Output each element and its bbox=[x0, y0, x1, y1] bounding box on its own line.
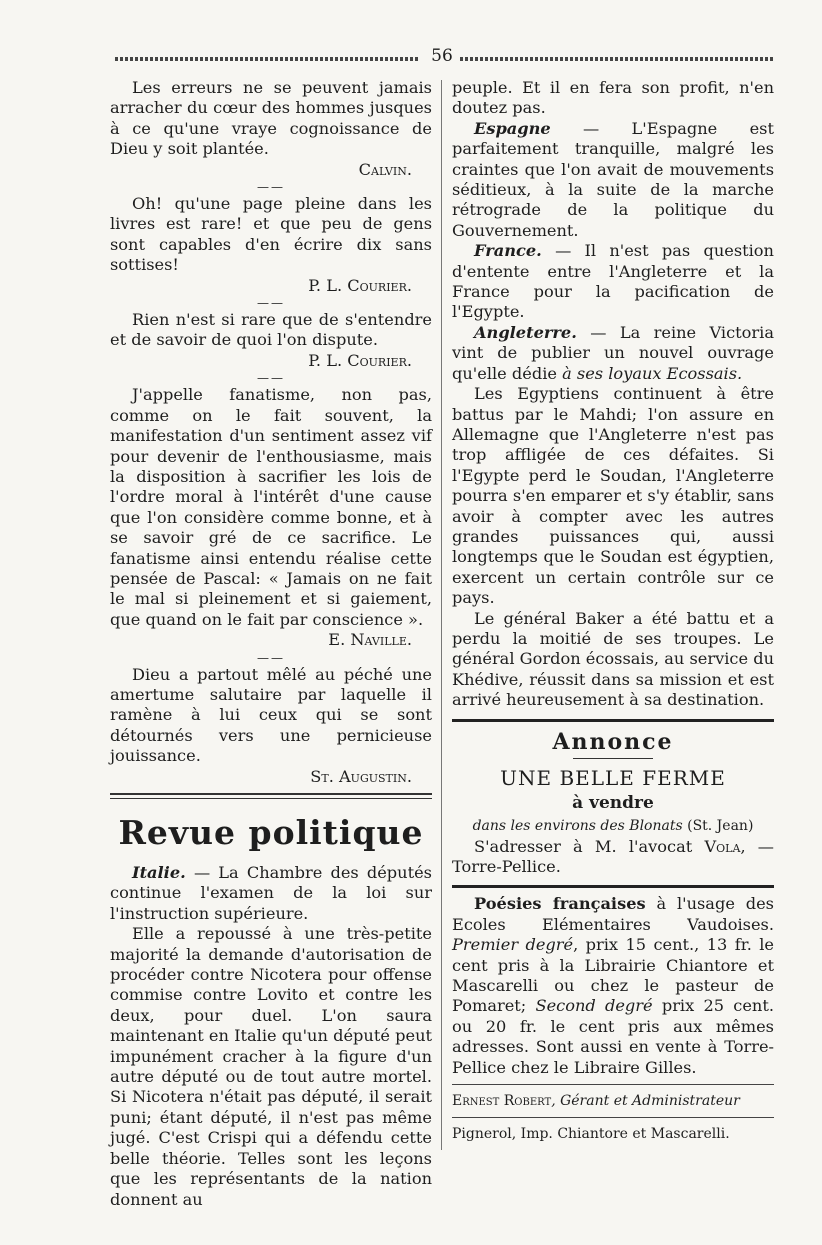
france-paragraph bbox=[452, 241, 774, 323]
thick-rule bbox=[452, 719, 774, 722]
page-header bbox=[115, 46, 775, 70]
poesies-text-3: prix 25 cent. ou 20 fr. le cent pris aux mêmes adresses. Sont aussi en vente à Torre-Pellice chez le Libraire Gilles. bbox=[452, 996, 774, 1077]
page-number: 56 bbox=[431, 46, 453, 66]
separator: —— bbox=[257, 180, 285, 195]
country-label: Italie. bbox=[132, 863, 186, 882]
france-text: — Il n'est pas question d'entente entre l'Angleterre et la France pour la pacification de l'Egypte. bbox=[452, 241, 774, 322]
country-label: Angleterre. bbox=[474, 322, 577, 342]
column-divider bbox=[441, 80, 442, 1150]
quote-author: P. L. Courier. bbox=[308, 350, 412, 370]
baker-paragraph: Le général Baker a été battu et a perdu la moitié de ses troupes. Le général Gordon écossais, au service du Khédive, réussit dans sa mission et est arrivé heureusement à sa destination. bbox=[452, 608, 774, 710]
separator: —— bbox=[257, 296, 285, 311]
quote-author: E. Naville. bbox=[328, 630, 412, 650]
italie-text: — La Chambre des députés continue l'examen de la loi sur l'instruction supérieure. bbox=[110, 863, 432, 923]
espagne-paragraph bbox=[452, 119, 774, 241]
right-column bbox=[452, 78, 774, 1144]
espagne-text: — L'Espagne est parfaitement tranquille, malgré les craintes que l'on avait de mouvements séditieux, à la suite de la marche rétrograde de la politique du Gouvernement. bbox=[452, 118, 774, 240]
contact-place: , — Torre-Pellice. bbox=[452, 836, 774, 876]
quote-text: Dieu a partout mêlé au péché une amertume salutaire par laquelle il ramène à lui ceux qui se sont détournés vers une pernicieuse jouissance. bbox=[110, 664, 432, 766]
angleterre-text: — La reine Victoria vint de publier un nouvel ouvrage qu'elle dédie bbox=[452, 322, 774, 383]
header-rule-right bbox=[460, 57, 775, 61]
separator: —— bbox=[257, 371, 285, 386]
poesies-text-2: , prix 15 cent., 13 fr. le cent pris à la Librairie Chiantore et Mascarelli ou chez le pasteur de Pomaret; bbox=[452, 935, 775, 1016]
section-heading: Revue politique bbox=[118, 813, 424, 852]
thin-rule bbox=[452, 1117, 774, 1118]
gerant-role: , Gérant et Administrateur bbox=[551, 1093, 740, 1110]
double-rule bbox=[110, 793, 432, 799]
imprint-line: Pignerol, Imp. Chiantore et Mascarelli. bbox=[452, 1126, 730, 1143]
contact-name: Vola bbox=[704, 836, 741, 856]
poesies-paragraph bbox=[452, 894, 774, 1078]
angleterre-emphasis: à ses loyaux Ecossais. bbox=[562, 363, 743, 383]
separator: —— bbox=[257, 650, 285, 665]
quote-author: Calvin. bbox=[358, 159, 412, 179]
quote-text: Les erreurs ne se peuvent jamais arracher du cœur des hommes jusques à ce qu'une vraye cognoissance de Dieu y soit plantée. bbox=[110, 78, 432, 159]
a-vendre: à vendre bbox=[572, 792, 654, 813]
left-column bbox=[110, 78, 432, 1210]
thin-rule bbox=[452, 1084, 774, 1085]
quote-author: P. L. Courier. bbox=[308, 275, 412, 295]
header-rule-left bbox=[115, 57, 420, 61]
angleterre-paragraph bbox=[452, 323, 774, 384]
egyptiens-paragraph: Les Egyptiens continuent à être battus par le Mahdi; l'on assure en Allemagne que l'Angleterre n'est pas trop affligée de ces défaites. Si l'Egypte perd le Soudan, l'Angleterre pourra s'en emparer et s'y établir, sans avoir à compter avec les autres grandes puissances qui, aussi longtemps que le Soudan est égyptien, exercent un certain contrôle sur ce pays. bbox=[452, 384, 774, 608]
poesies-title: Poésies françaises bbox=[474, 894, 646, 914]
quote-text: Oh! qu'une page pleine dans les livres est rare! et que peu de gens sont capables d'en écrire dix sans sottises! bbox=[110, 194, 432, 275]
italie-paragraph bbox=[110, 863, 432, 924]
contact-text: S'adresser à M. l'avocat bbox=[474, 836, 705, 856]
location-text: dans les environs des Blonats bbox=[472, 817, 683, 834]
short-rule bbox=[573, 758, 653, 759]
continuation-text: peuple. Et il en fera son profit, n'en doutez pas. bbox=[452, 78, 774, 118]
second-degre: Second degré bbox=[535, 996, 653, 1016]
contact-line bbox=[452, 837, 774, 878]
annonce-heading: Annonce bbox=[552, 728, 674, 755]
italie-paragraph-2: Elle a repoussé à une très-petite majorité la demande d'autorisation de procéder contre Nicotera pour offense commise contre Lovito et contre les deux, pour duel. L'on saura maintenant en Italie qu'un député peut impunément cracher à la figure d'un autre député ou de tout autre mortel. Si Nicotera n'était pas député, il serait puni; étant député, il n'est pas même jugé. C'est Crispi qui a défendu cette belle théorie. Telles sont les leçons que les représentants de la nation donnent au bbox=[110, 924, 432, 1209]
location-parish: (St. Jean) bbox=[682, 817, 754, 834]
premier-degre: Premier degré bbox=[452, 935, 574, 955]
ferme-title: UNE BELLE FERME bbox=[500, 765, 726, 790]
location-line bbox=[452, 815, 774, 837]
country-label: France. bbox=[474, 241, 542, 261]
quote-text: J'appelle fanatisme, non pas, comme on le fait souvent, la manifestation d'un sentiment assez vif pour devenir de l'enthousiasme, mais la disposition à sacrifier les lois de l'ordre moral à l'intérêt d'une cause que l'on considère comme bonne, et à se savoir gré de ce sacrifice. Le fanatisme ainsi entendu réalise cette pensée de Pascal: « Jamais on ne fait le mal si pleinement et si gaiement, que quand on le fait par conscience ». bbox=[110, 385, 432, 629]
quote-author: St. Augustin. bbox=[310, 766, 412, 786]
thick-rule bbox=[452, 885, 774, 888]
poesies-text: à l'usage des Ecoles Elémentaires Vaudoises. bbox=[452, 894, 774, 934]
quote-text: Rien n'est si rare que de s'entendre et de savoir de quoi l'on dispute. bbox=[110, 310, 432, 350]
gerant-line bbox=[452, 1091, 774, 1111]
country-label: Espagne bbox=[474, 118, 551, 138]
gerant-name: Ernest Robert bbox=[452, 1093, 552, 1110]
